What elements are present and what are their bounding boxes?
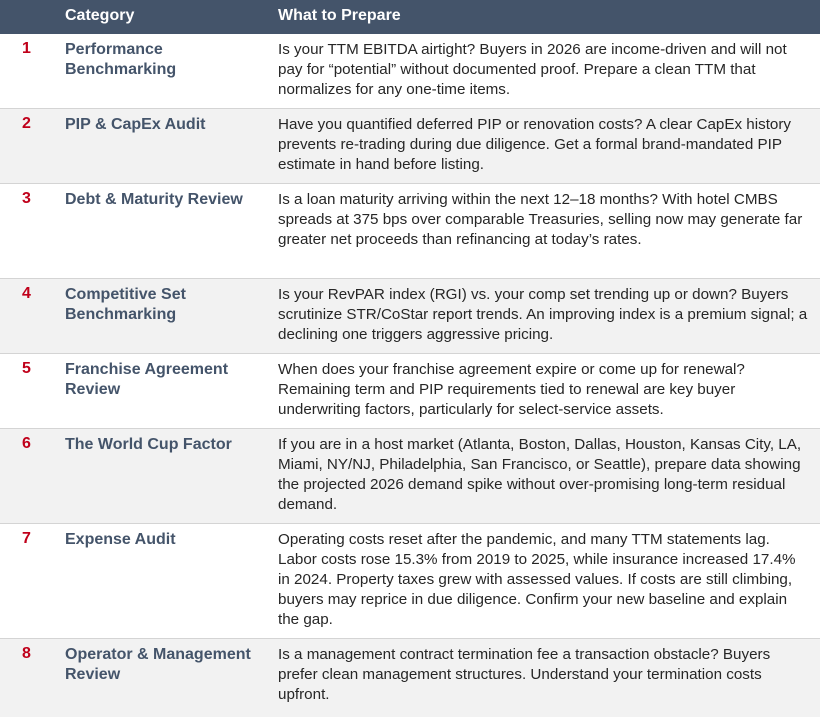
row-number: 5 [22,360,31,377]
table-row-1 [0,34,820,109]
table-row-8 [0,639,820,717]
table-row-5 [0,354,820,429]
row-description: Is your TTM EBITDA airtight? Buyers in 2026 are income-driven and will not pay for “potential” without documented proof. Prepare a clean TTM that normalizes for any one-time items. [278,41,787,98]
table-row-2 [0,109,820,184]
row-description: Is a management contract termination fee a transaction obstacle? Buyers prefer clean management structures. Understand your termination costs upfront. [278,646,771,703]
row-description: Is a loan maturity arriving within the next 12–18 months? With hotel CMBS spreads at 375 bps over comparable Treasuries, selling now may generate far greater net proceeds than refinancing at today’s rates. [278,191,803,248]
row-description: Is your RevPAR index (RGI) vs. your comp set trending up or down? Buyers scrutinize STR/CoStar report trends. An improving index is a premium signal; a declining one triggers aggressive pricing. [278,286,808,343]
table-row-4 [0,279,820,354]
row-category: Operator & Management Review [65,646,251,683]
row-number: 8 [22,645,31,662]
column-header-what-to-prepare: What to Prepare [278,7,401,24]
column-header-category: Category [65,7,135,24]
row-description: When does your franchise agreement expire or come up for renewal? Remaining term and PIP requirements tied to renewal are key buyer underwriting factors, particularly for select-service assets. [278,361,745,418]
row-category: Expense Audit [65,531,176,548]
row-number: 4 [22,285,31,302]
row-category: The World Cup Factor [65,436,232,453]
table-row-7 [0,524,820,639]
row-description: Operating costs reset after the pandemic, and many TTM statements lag. Labor costs rose 15.3% from 2019 to 2025, while insurance increased 17.4% in 2024. Property taxes grew with assessed values. If costs are still climbing, buyers may reprice in due diligence. Confirm your new baseline and explain the gap. [278,531,796,628]
row-category: Debt & Maturity Review [65,191,243,208]
table-header [0,0,820,34]
row-number: 2 [22,115,31,132]
table-row-6 [0,429,820,524]
row-category: PIP & CapEx Audit [65,116,206,133]
row-category: Franchise Agreement Review [65,361,229,398]
row-number: 3 [22,190,31,207]
table-row-3 [0,184,820,279]
row-number: 6 [22,435,31,452]
row-number: 7 [22,530,31,547]
row-description: If you are in a host market (Atlanta, Boston, Dallas, Houston, Kansas City, LA, Miami, NY/NJ, Philadelphia, San Francisco, or Seattle), prepare data showing the projected 2026 demand spike without over-promising long-term residual demand. [278,436,802,513]
row-category: Performance Benchmarking [65,41,177,78]
row-category: Competitive Set Benchmarking [65,286,186,323]
row-number: 1 [22,40,31,57]
row-description: Have you quantified deferred PIP or renovation costs? A clear CapEx history prevents re-trading during due diligence. Get a formal brand-mandated PIP estimate in hand before listing. [278,116,792,173]
